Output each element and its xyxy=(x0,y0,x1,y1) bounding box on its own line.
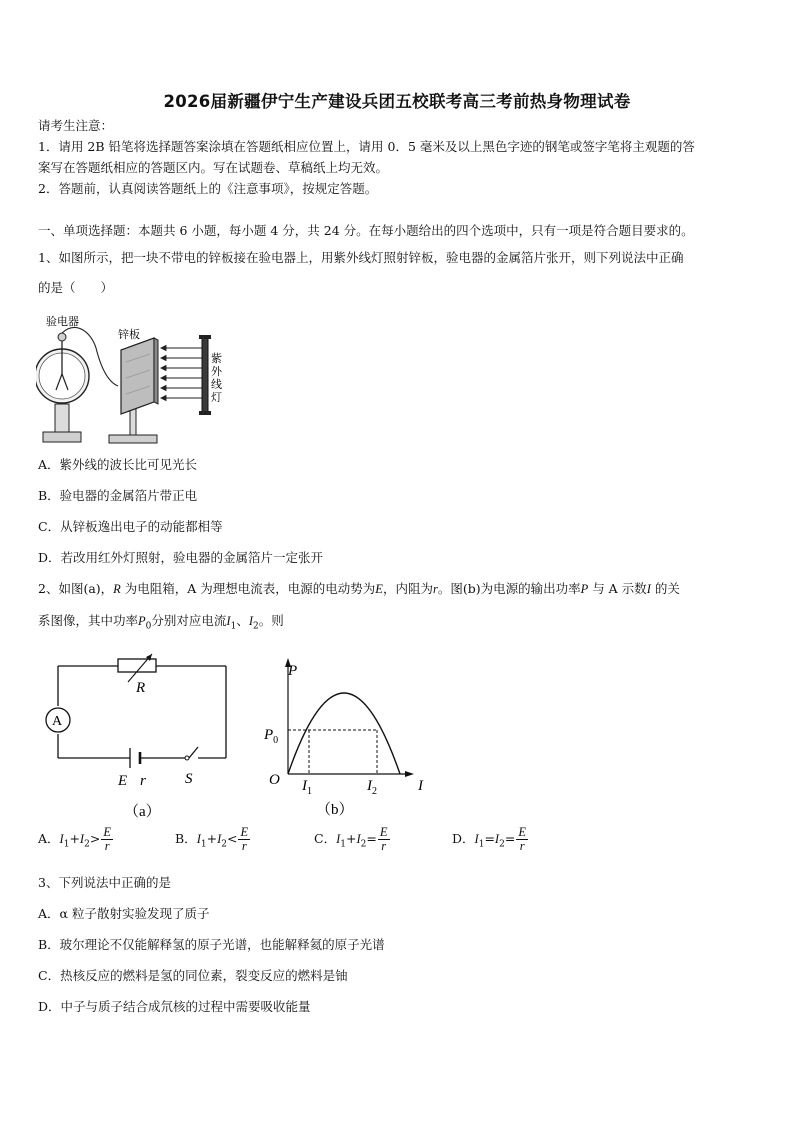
emf-label: E xyxy=(118,773,128,789)
p0-label: $P_0$ xyxy=(264,727,279,746)
uv-lamp-label-3: 线 xyxy=(211,379,222,391)
page-title: 2026届新疆伊宁生产建设兵团五校联考高三考前热身物理试卷 xyxy=(163,92,631,111)
q1-option-a: A．紫外线的波长比可见光长 xyxy=(38,457,198,472)
origin-label: O xyxy=(269,772,280,788)
section-heading: 一、单项选择题：本题共 6 小题，每小题 4 分，共 24 分。在每小题给出的四个选项中，只有一项是符合题目要求的。 xyxy=(38,223,694,238)
electroscope-icon xyxy=(36,327,118,442)
q3-option-c: C．热核反应的燃料是氢的同位素，裂变反应的燃料是铀 xyxy=(38,968,348,983)
q2-option-d: D．$I_1=I_2=$ $\frac{E}{r}$ xyxy=(452,825,526,853)
i1-label: $I_1$ xyxy=(302,778,312,797)
power-curve xyxy=(288,693,400,774)
uv-lamp-label-1: 紫 xyxy=(211,353,222,365)
q1-option-b: B．验电器的金属箔片带正电 xyxy=(38,488,198,503)
notice-item1-line2: 案写在答题纸相应的答题区内。写在试题卷、草稿纸上均无效。 xyxy=(38,160,389,175)
q1-option-c: C．从锌板逸出电子的动能都相等 xyxy=(38,519,223,534)
uv-lamp-label-2: 外 xyxy=(211,366,222,378)
q1-stem-line1: 1、如图所示，把一块不带电的锌板接在验电器上，用紫外线灯照射锌板，验电器的金属箔片张开，则下列说法中正确 xyxy=(38,250,684,265)
q3-stem: 3、下列说法中正确的是 xyxy=(38,875,171,890)
electroscope-label: 验电器 xyxy=(46,316,79,328)
electroscope-figure xyxy=(36,310,236,446)
q2-option-c: C．$I_1+I_2=$ $\frac{E}{r}$ xyxy=(314,825,388,853)
q1-option-d: D．若改用红外灯照射，验电器的金属箔片一定张开 xyxy=(38,550,324,565)
resistor-box-icon xyxy=(118,659,156,672)
q3-option-b: B．玻尔理论不仅能解释氢的原子光谱，也能解释氦的原子光谱 xyxy=(38,937,385,952)
q2-stem-line2: 系图像，其中功率$P_0$分别对应电流$I_1$、$I_2$。则 xyxy=(38,613,284,632)
q1-stem-line2: 的是（ ） xyxy=(38,280,114,295)
notice-item2: 2．答题前，认真阅读答题纸上的《注意事项》，按规定答题。 xyxy=(38,181,378,196)
i-axis-label: I xyxy=(418,778,423,794)
q2-option-a: A．$I_1+I_2>$ $\frac{E}{r}$ xyxy=(38,825,111,853)
figure-b-caption: （b） xyxy=(316,802,354,818)
switch-label: S xyxy=(185,771,193,787)
figure-a-caption: （a） xyxy=(124,804,161,820)
ammeter-label: A xyxy=(52,714,63,729)
uv-lamp-label-4: 灯 xyxy=(211,392,222,404)
q3-option-d: D．中子与质子结合成氘核的过程中需要吸收能量 xyxy=(38,999,311,1014)
notice-item1-line1: 1．请用 2B 铅笔将选择题答案涂填在答题纸相应位置上，请用 0．5 毫米及以上黑色字迹的钢笔或签字笔将主观题的答 xyxy=(38,139,695,154)
i-axis-arrow-icon xyxy=(405,771,414,777)
uv-lamp-icon xyxy=(199,335,211,415)
q3-option-a: A．α 粒子散射实验发现了质子 xyxy=(38,906,210,921)
zinc-plate-label: 锌板 xyxy=(118,329,140,341)
p-axis-label: P xyxy=(288,663,298,679)
power-current-graph-b xyxy=(256,650,436,826)
q2-stem-line1: 2、如图(a)，R 为电阻箱，A 为理想电流表，电源的电动势为E，内阻为r。图(b)为电源的输出功率P 与 A 示数I 的关 xyxy=(38,581,680,596)
switch-contact-icon xyxy=(185,756,189,760)
q2-option-b: B．$I_1+I_2<$ $\frac{E}{r}$ xyxy=(175,825,249,853)
circuit-figure-a xyxy=(40,650,240,826)
i2-label: $I_2$ xyxy=(367,778,377,797)
zinc-plate-icon xyxy=(109,338,158,443)
internal-resistance-label: r xyxy=(140,773,146,789)
resistor-label: R xyxy=(136,680,146,696)
notice-header: 请考生注意： xyxy=(38,118,114,133)
uv-rays xyxy=(161,346,202,401)
